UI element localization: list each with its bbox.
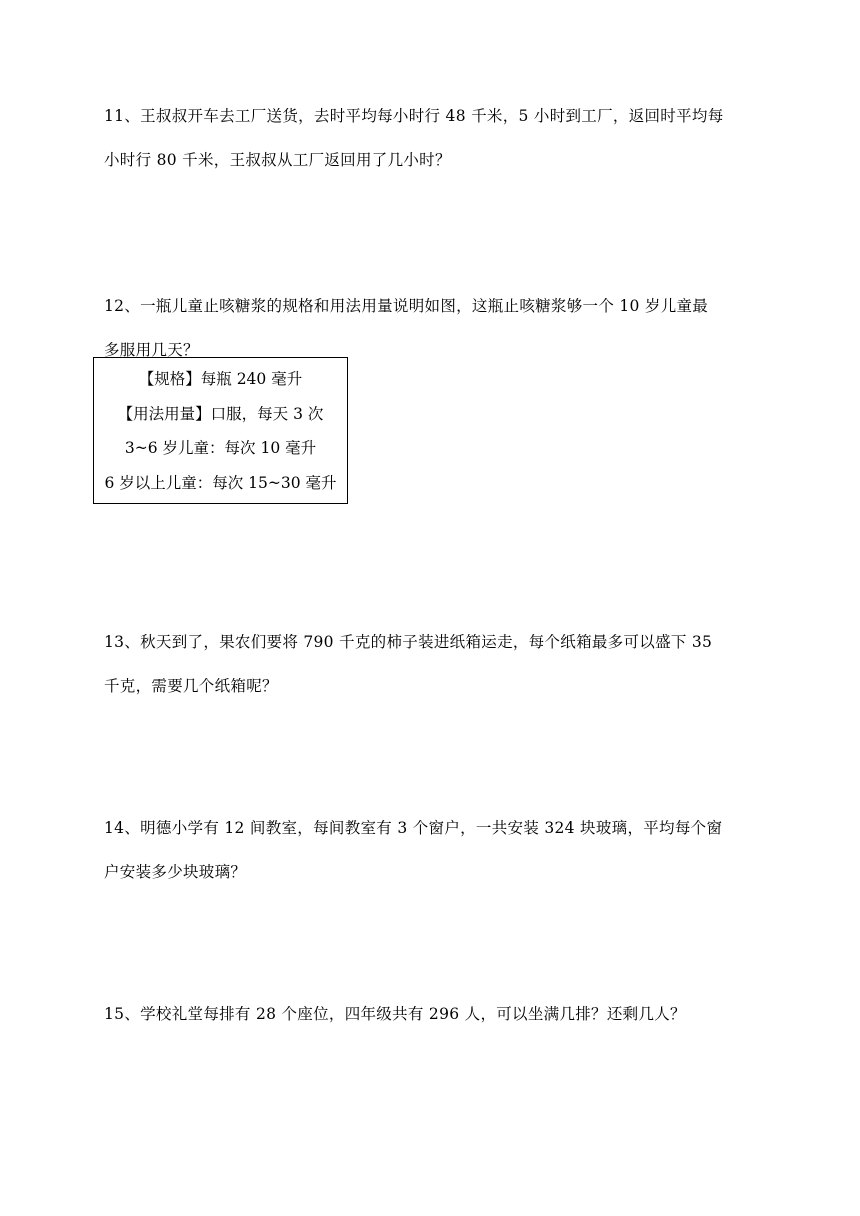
problem-12-line-1: 12、一瓶儿童止咳糖浆的规格和用法用量说明如图，这瓶止咳糖浆够一个 10 岁儿童最 <box>104 297 709 315</box>
problem-13-line-1: 13、秋天到了，果农们要将 790 千克的柿子装进纸箱运走，每个纸箱最多可以盛下 35 <box>104 633 713 651</box>
spec-line-dose-over-6: 6 岁以上儿童：每次 15~30 毫升 <box>104 473 337 492</box>
problem-11-line-2: 小时行 80 千米，王叔叔从工厂返回用了几小时？ <box>104 151 451 169</box>
problem-13-line-2: 千克，需要几个纸箱呢？ <box>104 677 278 695</box>
problem-14-line-1: 14、明德小学有 12 间教室，每间教室有 3 个窗户，一共安装 324 块玻璃，平均每个窗 <box>104 819 723 837</box>
spec-line-usage: 【用法用量】口服，每天 3 次 <box>117 404 324 423</box>
problem-12-line-2: 多服用几天？ <box>104 341 199 359</box>
spec-line-specification: 【规格】每瓶 240 毫升 <box>138 370 303 388</box>
problem-15 <box>104 992 764 1036</box>
problem-15-line-1: 15、学校礼堂每排有 28 个座位，四年级共有 296 人，可以坐满几排？还剩几人？ <box>104 1005 686 1023</box>
problem-14-line-2: 户安装多少块玻璃？ <box>104 863 247 881</box>
problem-13 <box>104 620 764 708</box>
problem-14 <box>104 806 764 894</box>
problem-11 <box>104 94 764 182</box>
problem-11-line-1: 11、王叔叔开车去工厂送货，去时平均每小时行 48 千米，5 小时到工厂，返回时平均每 <box>104 107 724 125</box>
syrup-spec-box <box>93 357 348 504</box>
spec-line-dose-3-6: 3~6 岁儿童：每次 10 毫升 <box>124 439 317 457</box>
